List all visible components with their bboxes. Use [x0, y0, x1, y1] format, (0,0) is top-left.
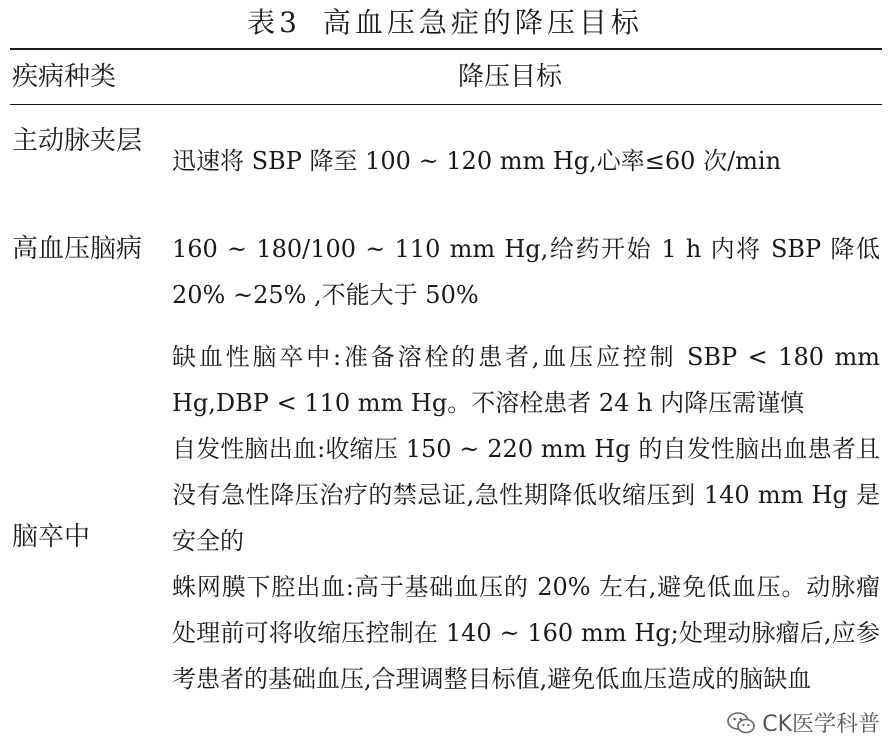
row-target	[172, 138, 880, 184]
table-number: 表3	[247, 6, 301, 39]
target-text: 自发性脑出血:收缩压 150 ~ 220 mm Hg 的自发性脑出血患者且没有急性降压治疗的禁忌证,急性期降低收缩压到 140 mm Hg 是安全的	[172, 435, 880, 555]
target-text: 蛛网膜下腔出血:高于基础血压的 20% 左右,避免低血压。动脉瘤处理前可将收缩压控制在 140 ~ 160 mm Hg;处理动脉瘤后,应参考患者的基础血压,合理调整目标值,避免低血压造成的脑缺血	[172, 573, 880, 693]
watermark	[726, 707, 880, 738]
watermark-text: CK医学科普	[762, 712, 880, 737]
table-title	[0, 6, 890, 40]
table-title-text: 高血压急症的降压目标	[322, 6, 643, 39]
header-col-target: 降压目标	[457, 62, 562, 92]
target-text: 迅速将 SBP 降至 100 ~ 120 mm Hg,心率≤60 次/min	[172, 147, 782, 175]
target-text: 160 ~ 180/100 ~ 110 mm Hg,给药开始 1 h 内将 SBP 降低 20% ~25% ,不能大于 50%	[172, 235, 880, 309]
row-category: 脑卒中	[12, 522, 91, 552]
row-category: 主动脉夹层	[12, 126, 143, 156]
target-text: 缺血性脑卒中:准备溶栓的患者,血压应控制 SBP < 180 mm Hg,DBP < 110 mm Hg。不溶栓患者 24 h 内降压需谨慎	[172, 343, 880, 417]
header-col-category: 疾病种类	[12, 62, 117, 92]
wechat-icon	[726, 710, 756, 736]
row-category: 高血压脑病	[12, 234, 143, 264]
row-target	[172, 226, 880, 318]
header-rule	[10, 104, 882, 105]
top-rule	[10, 48, 882, 50]
row-target	[172, 334, 880, 702]
